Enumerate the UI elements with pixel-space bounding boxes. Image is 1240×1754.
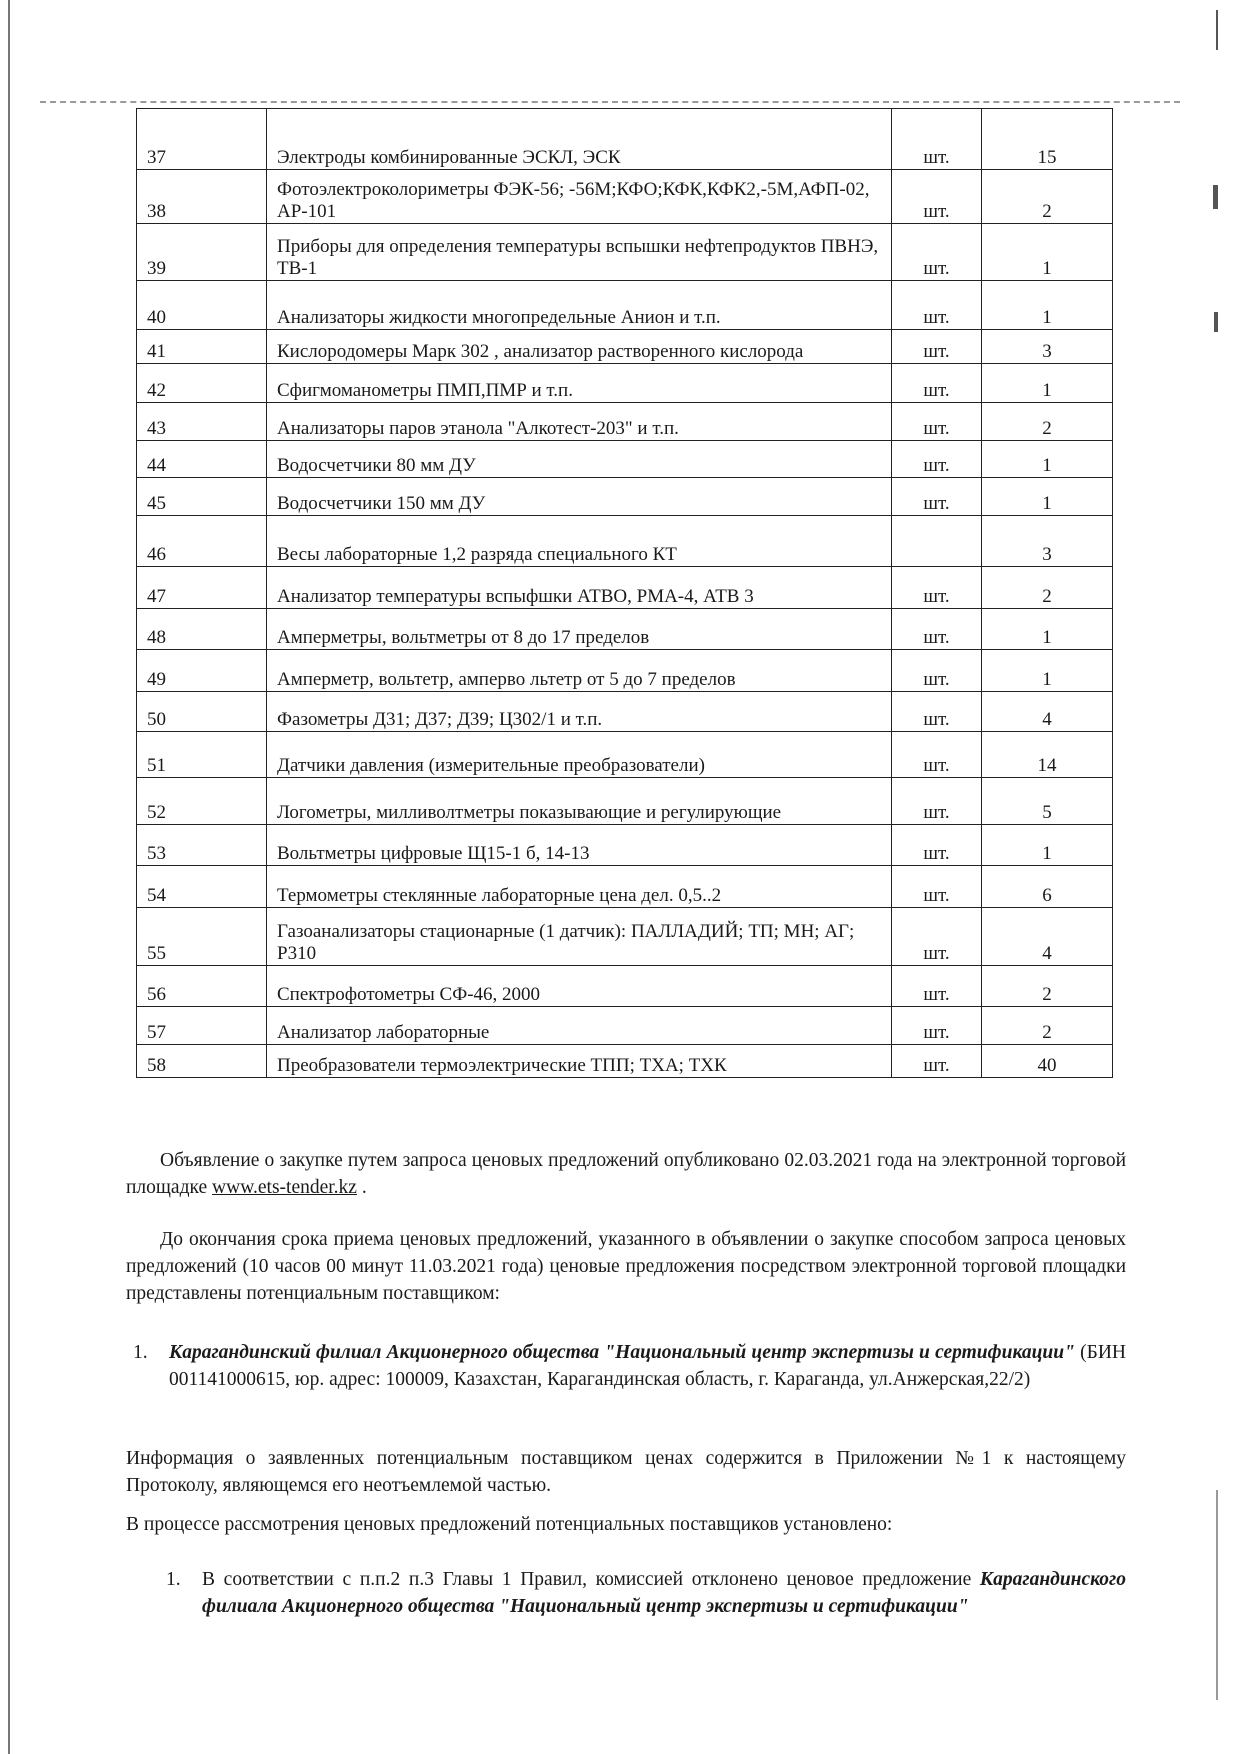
- table-row: [137, 866, 1113, 908]
- row-number: 42: [137, 364, 267, 403]
- table-row: [137, 692, 1113, 732]
- supplier-number: 1.: [133, 1342, 148, 1363]
- item-name: Анализаторы жидкости многопредельные Анион и т.п.: [267, 281, 892, 330]
- finding-text: В соответствии с п.п.2 п.3 Главы 1 Правил, комиссией отклонено ценовое предложение: [202, 1569, 980, 1590]
- item-quantity: 2: [982, 1007, 1113, 1045]
- item-quantity: 15: [982, 109, 1113, 170]
- table-row: [137, 281, 1113, 330]
- supplier-list-item: [133, 1339, 1126, 1393]
- item-quantity: 1: [982, 281, 1113, 330]
- scan-edge-left: [8, 0, 10, 1754]
- item-unit: шт.: [892, 1007, 982, 1045]
- scan-dashed-line: [40, 101, 1180, 103]
- table-row: [137, 224, 1113, 281]
- table-row: [137, 966, 1113, 1007]
- row-number: 51: [137, 732, 267, 778]
- item-name: Амперметр, вольтетр, амперво льтетр от 5 до 7 пределов: [267, 650, 892, 692]
- item-unit: [892, 516, 982, 567]
- row-number: 48: [137, 609, 267, 650]
- info-paragraph: [126, 1445, 1126, 1499]
- item-name: Сфигмоманометры ПМП,ПМР и т.п.: [267, 364, 892, 403]
- row-number: 54: [137, 866, 267, 908]
- supplier-details: (БИН 001141000615, юр. адрес: 100009, Казахстан, Карагандинская область, г. Караганда, ул.Анжерская,22/2): [169, 1342, 1126, 1390]
- table-row: [137, 1007, 1113, 1045]
- item-unit: шт.: [892, 1045, 982, 1078]
- table-row: [137, 1045, 1113, 1078]
- item-unit: шт.: [892, 170, 982, 224]
- item-name: Анализатор лабораторные: [267, 1007, 892, 1045]
- item-quantity: 1: [982, 478, 1113, 516]
- row-number: 53: [137, 825, 267, 866]
- item-quantity: 2: [982, 567, 1113, 609]
- finding-list-item: [166, 1566, 1126, 1620]
- table-row: [137, 109, 1113, 170]
- item-name: Электроды комбинированные ЭСКЛ, ЭСК: [267, 109, 892, 170]
- row-number: 52: [137, 778, 267, 825]
- row-number: 56: [137, 966, 267, 1007]
- row-number: 39: [137, 224, 267, 281]
- item-unit: шт.: [892, 650, 982, 692]
- scan-mark-right-3: [1214, 312, 1218, 332]
- item-name: Весы лабораторные 1,2 разряда специального КТ: [267, 516, 892, 567]
- item-quantity: 1: [982, 224, 1113, 281]
- item-quantity: 1: [982, 364, 1113, 403]
- row-number: 50: [137, 692, 267, 732]
- item-name: Логометры, милливолтметры показывающие и регулирующие: [267, 778, 892, 825]
- item-name: Водосчетчики 80 мм ДУ: [267, 441, 892, 478]
- item-quantity: 5: [982, 778, 1113, 825]
- item-name: Амперметры, вольтметры от 8 до 17 пределов: [267, 609, 892, 650]
- item-quantity: 6: [982, 866, 1113, 908]
- review-text: В процессе рассмотрения ценовых предложений потенциальных поставщиков установлено:: [126, 1514, 893, 1535]
- item-unit: шт.: [892, 908, 982, 966]
- item-name: Фотоэлектроколориметры ФЭК-56; -56М;КФО;КФК,КФК2,-5М,АФП-02, АР-101: [267, 170, 892, 224]
- item-unit: шт.: [892, 478, 982, 516]
- row-number: 41: [137, 330, 267, 364]
- row-number: 38: [137, 170, 267, 224]
- item-quantity: 1: [982, 609, 1113, 650]
- row-number: 44: [137, 441, 267, 478]
- item-quantity: 4: [982, 692, 1113, 732]
- item-name: Спектрофотометры СФ-46, 2000: [267, 966, 892, 1007]
- table-row: [137, 609, 1113, 650]
- item-quantity: 3: [982, 330, 1113, 364]
- item-unit: шт.: [892, 224, 982, 281]
- item-unit: шт.: [892, 403, 982, 441]
- row-number: 47: [137, 567, 267, 609]
- item-unit: шт.: [892, 281, 982, 330]
- row-number: 45: [137, 478, 267, 516]
- item-name: Водосчетчики 150 мм ДУ: [267, 478, 892, 516]
- row-number: 46: [137, 516, 267, 567]
- table-row: [137, 330, 1113, 364]
- item-unit: шт.: [892, 866, 982, 908]
- item-name: Анализатор температуры вспыфшки АТВО, РМА-4, АТВ 3: [267, 567, 892, 609]
- item-name: Кислородомеры Марк 302 , анализатор растворенного кислорода: [267, 330, 892, 364]
- item-unit: шт.: [892, 109, 982, 170]
- table-row: [137, 441, 1113, 478]
- item-name: Фазометры Д31; Д37; Д39; Ц302/1 и т.п.: [267, 692, 892, 732]
- table-row: [137, 170, 1113, 224]
- item-unit: шт.: [892, 441, 982, 478]
- table-row: [137, 908, 1113, 966]
- review-paragraph: [126, 1511, 1126, 1538]
- row-number: 55: [137, 908, 267, 966]
- scan-mark-right-2: [1213, 185, 1218, 209]
- row-number: 43: [137, 403, 267, 441]
- item-unit: шт.: [892, 567, 982, 609]
- row-number: 40: [137, 281, 267, 330]
- finding-number: 1.: [166, 1569, 181, 1590]
- scan-mark-right-4: [1216, 1490, 1218, 1700]
- item-unit: шт.: [892, 609, 982, 650]
- announcement-text: Объявление о закупке путем запроса ценовых предложений опубликовано 02.03.2021 года на электронной торговой площадке: [126, 1150, 1126, 1198]
- table-row: [137, 478, 1113, 516]
- scan-mark-right-1: [1216, 10, 1218, 50]
- finding-organization: Карагандинского филиала Акционерного общества "Национальный центр экспертизы и сертификации": [202, 1569, 1126, 1617]
- item-quantity: 1: [982, 441, 1113, 478]
- table-row: [137, 403, 1113, 441]
- items-table: [136, 108, 1113, 1078]
- table-row: [137, 732, 1113, 778]
- item-name: Термометры стеклянные лабораторные цена дел. 0,5..2: [267, 866, 892, 908]
- row-number: 58: [137, 1045, 267, 1078]
- item-quantity: 3: [982, 516, 1113, 567]
- info-text: Информация о заявленных потенциальным поставщиком ценах содержится в Приложении №1 к настоящему Протоколу, являющемся его неотъемлемой частью.: [126, 1448, 1126, 1496]
- item-name: Приборы для определения температуры вспышки нефтепродуктов ПВНЭ, ТВ-1: [267, 224, 892, 281]
- item-quantity: 1: [982, 825, 1113, 866]
- item-quantity: 2: [982, 170, 1113, 224]
- table-row: [137, 778, 1113, 825]
- item-unit: шт.: [892, 778, 982, 825]
- announcement-paragraph: [126, 1147, 1126, 1201]
- announcement-end: .: [356, 1177, 367, 1198]
- item-name: Газоанализаторы стационарные (1 датчик): ПАЛЛАДИЙ; ТП; МН; АГ; Р310: [267, 908, 892, 966]
- table-row: [137, 567, 1113, 609]
- item-name: Вольтметры цифровые Щ15-1 б, 14-13: [267, 825, 892, 866]
- item-quantity: 4: [982, 908, 1113, 966]
- tender-site-link[interactable]: www.ets-tender.kz: [212, 1177, 357, 1198]
- item-unit: шт.: [892, 732, 982, 778]
- table-row: [137, 650, 1113, 692]
- item-name: Преобразователи термоэлектрические ТПП; ТХА; ТХК: [267, 1045, 892, 1078]
- item-name: Датчики давления (измерительные преобразователи): [267, 732, 892, 778]
- item-quantity: 2: [982, 966, 1113, 1007]
- item-unit: шт.: [892, 966, 982, 1007]
- table-row: [137, 364, 1113, 403]
- row-number: 57: [137, 1007, 267, 1045]
- item-name: Анализаторы паров этанола "Алкотест-203" и т.п.: [267, 403, 892, 441]
- deadline-text: До окончания срока приема ценовых предложений, указанного в объявлении о закупке способом запроса ценовых предложений (10 часов 00 минут 11.03.2021 года) ценовые предложения посредством электронной торговой площадки представлены потенциальным поставщиком:: [126, 1229, 1126, 1304]
- row-number: 37: [137, 109, 267, 170]
- item-unit: шт.: [892, 692, 982, 732]
- table-row: [137, 516, 1113, 567]
- row-number: 49: [137, 650, 267, 692]
- item-unit: шт.: [892, 330, 982, 364]
- supplier-name: Карагандинский филиал Акционерного общества "Национальный центр экспертизы и сертификации": [169, 1342, 1075, 1363]
- item-unit: шт.: [892, 825, 982, 866]
- table-row: [137, 825, 1113, 866]
- item-quantity: 40: [982, 1045, 1113, 1078]
- deadline-paragraph: [126, 1226, 1126, 1307]
- item-unit: шт.: [892, 364, 982, 403]
- item-quantity: 14: [982, 732, 1113, 778]
- item-quantity: 2: [982, 403, 1113, 441]
- item-quantity: 1: [982, 650, 1113, 692]
